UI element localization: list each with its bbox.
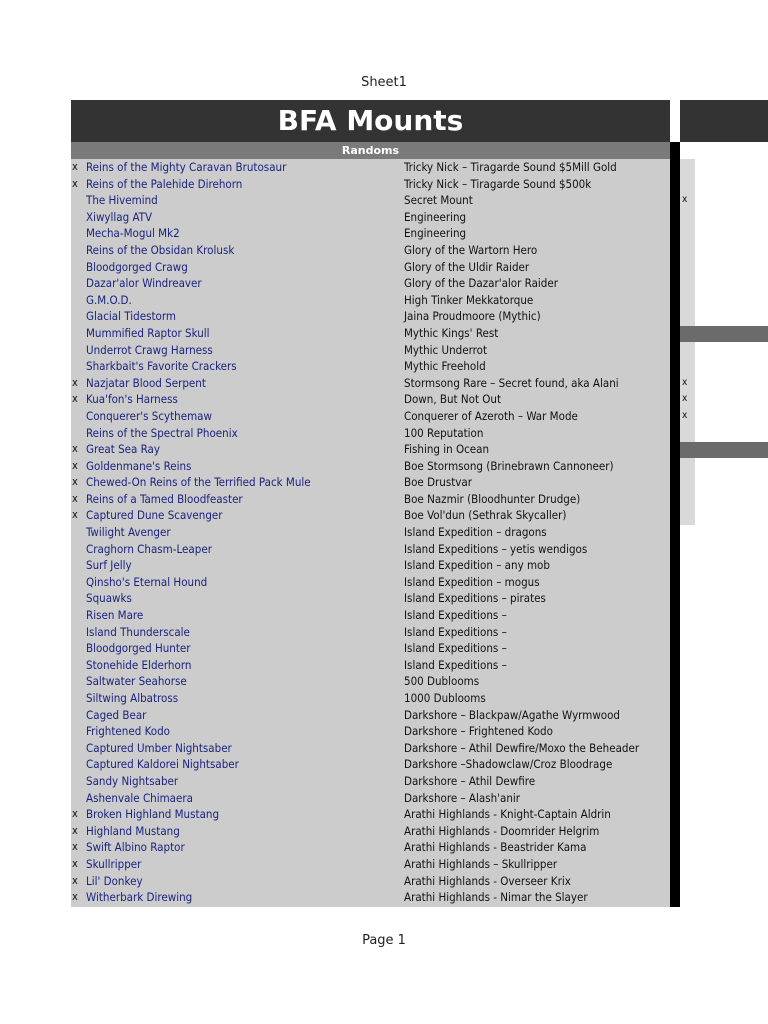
mount-source: Down, But Not Out [404, 392, 502, 407]
mount-name: Chewed-On Reins of the Terrified Pack Mule [86, 475, 311, 490]
owned-mark: x [72, 475, 78, 489]
table-row [71, 574, 670, 591]
mount-name: Siltwing Albatross [86, 691, 179, 705]
section-header: Randoms [71, 142, 670, 159]
mount-name: Captured Kaldorei Nightsaber [86, 757, 239, 772]
table-row [71, 740, 670, 757]
table-row [71, 375, 670, 392]
mount-name: Reins of the Spectral Phoenix [86, 425, 238, 440]
table-row [71, 690, 670, 707]
mount-name: Broken Highland Mustang [86, 807, 220, 822]
table-row [71, 358, 670, 375]
mount-name: Caged Bear [86, 707, 147, 722]
mount-name: Squawks [86, 591, 132, 606]
mount-source: Darkshore – Alash'anir [404, 790, 521, 805]
table-row [71, 889, 670, 906]
mount-source: Mythic Underrot [404, 342, 488, 357]
table-row [71, 873, 670, 890]
owned-mark: x [72, 458, 78, 472]
owned-mark: x [72, 375, 78, 389]
mount-source: 500 Dublooms [404, 674, 480, 689]
table-row [71, 292, 670, 309]
mount-name: Glacial Tidestorm [86, 309, 176, 324]
mount-name: Great Sea Ray [86, 442, 161, 457]
mount-name: Underrot Crawg Harness [86, 342, 213, 357]
mount-name: Conquerer's Scythemaw [86, 408, 212, 423]
side-mark: x [682, 194, 688, 206]
table-row [71, 640, 670, 657]
table-row [71, 756, 670, 773]
table-row [71, 806, 670, 823]
owned-mark: x [72, 508, 78, 522]
mount-source: Island Expeditions – [404, 608, 507, 623]
mount-name: Island Thunderscale [86, 624, 190, 639]
side-panel [680, 159, 695, 525]
table-row [71, 441, 670, 458]
mount-source: Arathi Highlands - Knight-Captain Aldrin [404, 807, 611, 822]
mount-name: Reins of a Tamed Bloodfeaster [86, 491, 243, 506]
mount-source: Jaina Proudmoore (Mythic) [404, 309, 541, 324]
table-row [71, 275, 670, 292]
mount-name: Lil' Donkey [86, 873, 143, 888]
mount-source: Island Expedition – dragons [404, 525, 547, 540]
table-row [71, 425, 670, 442]
owned-mark: x [72, 392, 78, 406]
mount-source: Island Expeditions – pirates [404, 591, 546, 606]
mount-name: Sharkbait's Favorite Crackers [86, 359, 237, 374]
table-row [71, 458, 670, 475]
mount-name: Reins of the Obsidan Krolusk [86, 242, 235, 257]
mount-name: Xiwyllag ATV [86, 209, 153, 224]
mount-name: Surf Jelly [86, 558, 132, 573]
owned-mark: x [72, 873, 78, 887]
owned-mark: x [72, 176, 78, 190]
side-bar-1 [680, 326, 768, 342]
mount-source: Boe Drustvar [404, 475, 473, 490]
table-row [71, 159, 670, 176]
mount-name: Mummified Raptor Skull [86, 325, 210, 340]
owned-mark: x [72, 491, 78, 505]
owned-mark: x [72, 442, 78, 456]
mount-name: Dazar'alor Windreaver [86, 276, 202, 291]
mount-name: Sandy Nightsaber [86, 773, 179, 788]
mount-source: Island Expeditions – [404, 657, 507, 672]
mount-source: Mythic Freehold [404, 359, 486, 374]
mount-source: Boe Nazmir (Bloodhunter Drudge) [404, 491, 581, 506]
sheet-title: BFA Mounts [71, 100, 670, 142]
sheet-name: Sheet1 [361, 75, 407, 90]
mount-source: Darkshore – Athil Dewfire [404, 773, 536, 788]
mount-name: Risen Mare [86, 608, 144, 623]
table-row [71, 773, 670, 790]
owned-mark: x [72, 840, 78, 854]
table-row [71, 524, 670, 541]
table-row [71, 790, 670, 807]
mount-source: Tricky Nick – Tiragarde Sound $5Mill Gold [404, 160, 617, 174]
mount-name: G.M.O.D. [86, 292, 132, 307]
mount-name: Qinsho's Eternal Hound [86, 574, 208, 589]
table-row [71, 474, 670, 491]
mount-name: Captured Dune Scavenger [86, 508, 223, 523]
table-row [71, 259, 670, 276]
mount-source: Glory of the Dazar'alor Raider [404, 276, 558, 291]
mount-source: Island Expeditions – [404, 641, 507, 656]
column-divider [670, 142, 680, 907]
mount-name: Craghorn Chasm-Leaper [86, 541, 212, 556]
mount-source: Arathi Highlands - Overseer Krix [404, 873, 571, 888]
mount-source: High Tinker Mekkatorque [404, 292, 534, 307]
mount-name: Bloodgorged Hunter [86, 641, 191, 656]
mount-name: Frightened Kodo [86, 724, 171, 739]
table-row [71, 657, 670, 674]
table-row [71, 408, 670, 425]
mount-name: Goldenmane's Reins [86, 458, 192, 473]
table-row [71, 192, 670, 209]
table-row [71, 176, 670, 193]
mount-name: Saltwater Seahorse [86, 674, 187, 689]
owned-mark: x [72, 823, 78, 837]
mount-name: The Hivemind [86, 193, 158, 208]
table-row [71, 242, 670, 259]
owned-mark: x [72, 856, 78, 870]
mount-source: Island Expedition – mogus [404, 574, 540, 589]
mount-source: Engineering [404, 209, 467, 224]
mount-name: Ashenvale Chimaera [86, 790, 193, 805]
owned-mark: x [72, 890, 78, 904]
page-number: Page 1 [362, 933, 406, 948]
mount-source: Island Expeditions – yetis wendigos [404, 541, 588, 556]
mount-source: Darkshore – Frightened Kodo [404, 724, 553, 739]
table-row [71, 723, 670, 740]
table-row [71, 507, 670, 524]
mount-name: Swift Albino Raptor [86, 840, 185, 855]
mount-source: Arathi Highlands - Beastrider Kama [404, 840, 587, 855]
mount-source: Boe Stormsong (Brinebrawn Cannoneer) [404, 458, 614, 473]
mount-source: Arathi Highlands - Doomrider Helgrim [404, 823, 600, 838]
table-row [71, 541, 670, 558]
mount-source: Mythic Kings' Rest [404, 325, 499, 340]
mount-source: Island Expedition – any mob [404, 558, 550, 573]
mount-name: Mecha-Mogul Mk2 [86, 226, 180, 241]
mount-source: 1000 Dublooms [404, 691, 486, 705]
mount-name: Bloodgorged Crawg [86, 259, 188, 274]
mount-source: Glory of the Wartorn Hero [404, 242, 538, 257]
mount-source: Engineering [404, 226, 467, 241]
owned-mark: x [72, 160, 78, 173]
table-row [71, 590, 670, 607]
table-row [71, 707, 670, 724]
mount-source: 100 Reputation [404, 425, 484, 440]
table-row [71, 342, 670, 359]
table-row [71, 607, 670, 624]
mount-name: Stonehide Elderhorn [86, 657, 192, 672]
mount-source: Tricky Nick – Tiragarde Sound $500k [404, 176, 592, 191]
mount-source: Glory of the Uldir Raider [404, 259, 530, 274]
mount-source: Secret Mount [404, 193, 473, 208]
mount-source: Conquerer of Azeroth – War Mode [404, 408, 578, 423]
mount-source: Darkshore –Shadowclaw/Croz Bloodrage [404, 757, 613, 772]
mount-name: Reins of the Mighty Caravan Brutosaur [86, 160, 287, 174]
mount-source: Arathi Highlands – Skullripper [404, 856, 558, 871]
mount-name: Reins of the Palehide Direhorn [86, 176, 243, 191]
table-row [71, 391, 670, 408]
title-bar-extension [680, 100, 768, 142]
mount-name: Skullripper [86, 856, 142, 871]
table-row [71, 673, 670, 690]
owned-mark: x [72, 807, 78, 821]
table-row [71, 308, 670, 325]
mount-name: Kua'fon's Harness [86, 392, 178, 407]
table-row [71, 839, 670, 856]
mount-source: Stormsong Rare – Secret found, aka Alani [404, 375, 619, 390]
side-mark: x [682, 376, 688, 388]
mount-name: Witherbark Direwing [86, 890, 193, 905]
table-row [71, 209, 670, 226]
mount-source: Boe Vol'dun (Sethrak Skycaller) [404, 508, 567, 523]
side-mark: x [682, 393, 688, 405]
mount-source: Arathi Highlands - Nimar the Slayer [404, 890, 588, 905]
mount-source: Darkshore – Blackpaw/Agathe Wyrmwood [404, 707, 621, 722]
mount-source: Darkshore – Athil Dewfire/Moxo the Beheader [404, 740, 640, 755]
table-row [71, 491, 670, 508]
mount-name: Highland Mustang [86, 823, 180, 838]
table-row [71, 325, 670, 342]
table-row [71, 856, 670, 873]
side-mark: x [682, 410, 688, 421]
mount-table [71, 159, 670, 906]
side-bar-2 [680, 442, 768, 458]
mount-source: Fishing in Ocean [404, 442, 490, 457]
mount-source: Island Expeditions – [404, 624, 507, 639]
table-row [71, 225, 670, 242]
table-row [71, 823, 670, 840]
table-row [71, 557, 670, 574]
mount-name: Twilight Avenger [86, 525, 171, 540]
table-row [71, 624, 670, 641]
mount-name: Nazjatar Blood Serpent [86, 375, 206, 390]
mount-name: Captured Umber Nightsaber [86, 740, 232, 755]
